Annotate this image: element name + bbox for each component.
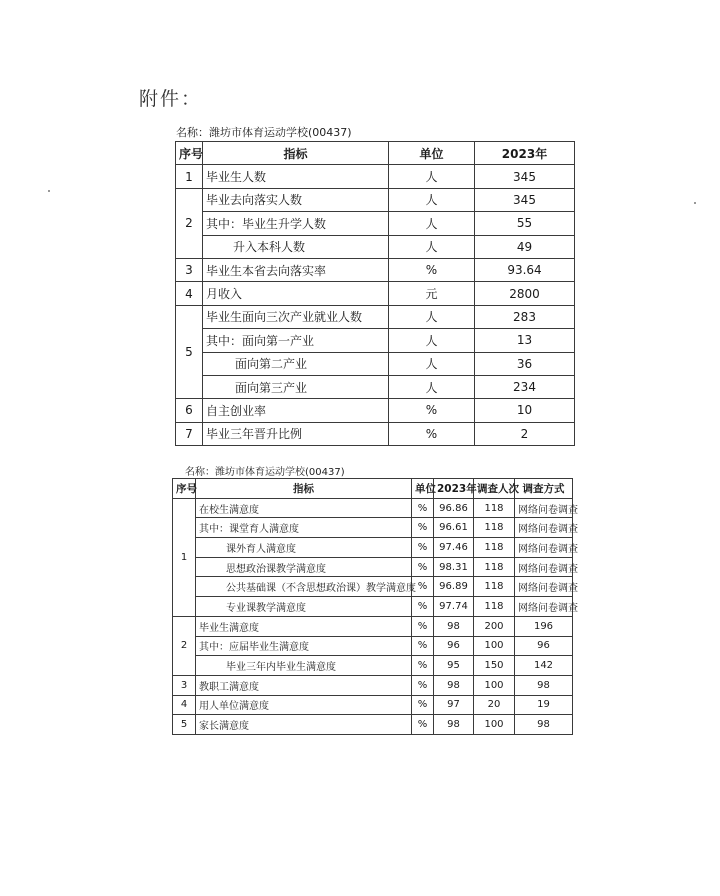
unit-cell: % [412,577,434,597]
unit-cell: % [412,498,434,518]
table-row [173,557,573,577]
value-cell: 98.31 [434,557,474,577]
unit-cell: % [412,695,434,715]
header-year: 2023年 [475,142,575,165]
seq-cell: 2 [173,616,196,675]
indicator-cell: 毕业三年晋升比例 [203,422,389,445]
indicator-cell: 公共基础课（不含思想政治课）教学满意度 [196,577,412,597]
header-indicator: 指标 [203,142,389,165]
seq-cell: 6 [176,399,203,422]
unit-cell: 人 [389,352,475,375]
value-cell: 95 [434,656,474,676]
table-row [176,282,575,305]
method-cell: 网络问卷调查 [515,597,573,617]
value-cell: 234 [475,375,575,398]
table-row [173,715,573,735]
scan-speck [48,190,50,192]
count-cell: 100 [474,715,515,735]
count-cell: 100 [474,675,515,695]
attachment-label: 附件： [139,88,203,110]
unit-cell: 人 [389,375,475,398]
header-survey-method: 调查方式 [515,479,573,499]
indicator-cell: 自主创业率 [203,399,389,422]
satisfaction-table [172,478,578,735]
table-row [176,352,575,375]
table-row [173,577,573,597]
seq-cell: 7 [176,422,203,445]
value-cell: 93.64 [475,258,575,281]
scan-speck [694,202,696,204]
count-cell: 100 [474,636,515,656]
unit-cell: 人 [389,188,475,211]
table-header-row [173,479,573,499]
unit-cell: 人 [389,235,475,258]
table-header-row [176,142,575,165]
unit-cell: 人 [389,305,475,328]
unit-cell: 人 [389,212,475,235]
header-year: 2023年 [434,479,474,499]
header-seq: 序号 [176,142,203,165]
unit-cell: 人 [389,165,475,188]
indicator-cell: 毕业三年内毕业生满意度 [196,656,412,676]
value-cell: 283 [475,305,575,328]
indicator-cell: 面向第三产业 [203,375,389,398]
value-cell: 2 [475,422,575,445]
unit-cell: % [389,422,475,445]
value-cell: 97.74 [434,597,474,617]
value-cell: 10 [475,399,575,422]
count-cell: 118 [474,557,515,577]
table-row [176,165,575,188]
indicator-cell: 教职工满意度 [196,675,412,695]
table-row [173,616,573,636]
indicator-cell: 毕业生人数 [203,165,389,188]
table1-name: 名称：潍坊市体育运动学校(00437) [176,126,352,139]
unit-cell: % [412,538,434,558]
table-row [173,498,573,518]
seq-cell: 4 [173,695,196,715]
unit-cell: % [412,715,434,735]
value-cell: 345 [475,188,575,211]
method-cell: 网络问卷调查 [515,557,573,577]
indicator-cell: 其中：课堂育人满意度 [196,518,412,538]
indicator-cell: 其中：面向第一产业 [203,329,389,352]
method-cell: 98 [515,675,573,695]
unit-cell: % [412,557,434,577]
count-cell: 200 [474,616,515,636]
header-unit: 单位 [412,479,434,499]
unit-cell: % [389,399,475,422]
seq-cell: 5 [173,715,196,735]
value-cell: 96.61 [434,518,474,538]
table-row [173,518,573,538]
count-cell: 118 [474,597,515,617]
value-cell: 96.89 [434,577,474,597]
indicator-cell: 毕业生满意度 [196,616,412,636]
header-seq: 序号 [173,479,196,499]
indicator-cell: 课外育人满意度 [196,538,412,558]
indicator-cell: 在校生满意度 [196,498,412,518]
value-cell: 97.46 [434,538,474,558]
indicator-cell: 面向第二产业 [203,352,389,375]
method-cell: 96 [515,636,573,656]
indicator-cell: 升入本科人数 [203,235,389,258]
table-row [176,188,575,211]
unit-cell: % [412,597,434,617]
method-cell: 98 [515,715,573,735]
table-row [173,656,573,676]
table-row [176,235,575,258]
seq-cell: 4 [176,282,203,305]
count-cell: 118 [474,538,515,558]
employment-table [175,141,575,446]
indicator-cell: 用人单位满意度 [196,695,412,715]
seq-cell: 3 [173,675,196,695]
table-row [173,695,573,715]
indicator-cell: 毕业去向落实人数 [203,188,389,211]
seq-cell: 1 [176,165,203,188]
value-cell: 96 [434,636,474,656]
method-cell: 网络问卷调查 [515,538,573,558]
table-row [173,597,573,617]
seq-cell: 2 [176,188,203,258]
count-cell: 118 [474,577,515,597]
value-cell: 49 [475,235,575,258]
count-cell: 118 [474,518,515,538]
value-cell: 97 [434,695,474,715]
indicator-cell: 毕业生本省去向落实率 [203,258,389,281]
indicator-cell: 专业课教学满意度 [196,597,412,617]
value-cell: 36 [475,352,575,375]
method-cell: 网络问卷调查 [515,498,573,518]
value-cell: 98 [434,675,474,695]
indicator-cell: 月收入 [203,282,389,305]
indicator-cell: 其中：毕业生升学人数 [203,212,389,235]
unit-cell: % [412,656,434,676]
table-row [176,212,575,235]
value-cell: 98 [434,715,474,735]
table-row [176,305,575,328]
indicator-cell: 家长满意度 [196,715,412,735]
header-unit: 单位 [389,142,475,165]
method-cell: 19 [515,695,573,715]
method-cell: 196 [515,616,573,636]
table-row [176,258,575,281]
table-row [173,538,573,558]
seq-cell: 1 [173,498,196,616]
indicator-cell: 其中：应届毕业生满意度 [196,636,412,656]
seq-cell: 3 [176,258,203,281]
table-row [173,636,573,656]
value-cell: 98 [434,616,474,636]
count-cell: 118 [474,498,515,518]
method-cell: 网络问卷调查 [515,518,573,538]
value-cell: 345 [475,165,575,188]
seq-cell: 5 [176,305,203,399]
header-indicator: 指标 [196,479,412,499]
count-cell: 20 [474,695,515,715]
unit-cell: % [389,258,475,281]
method-cell: 网络问卷调查 [515,577,573,597]
unit-cell: 人 [389,329,475,352]
table-row [173,675,573,695]
table2-name: 名称：潍坊市体育运动学校(00437) [185,467,345,478]
value-cell: 13 [475,329,575,352]
header-survey-count: 调查人次 [474,479,515,499]
unit-cell: 元 [389,282,475,305]
value-cell: 55 [475,212,575,235]
table-row [176,329,575,352]
value-cell: 2800 [475,282,575,305]
unit-cell: % [412,518,434,538]
method-cell: 142 [515,656,573,676]
indicator-cell: 毕业生面向三次产业就业人数 [203,305,389,328]
value-cell: 96.86 [434,498,474,518]
indicator-cell: 思想政治课教学满意度 [196,557,412,577]
table-row [176,375,575,398]
table-row [176,399,575,422]
unit-cell: % [412,616,434,636]
unit-cell: % [412,675,434,695]
table-row [176,422,575,445]
count-cell: 150 [474,656,515,676]
unit-cell: % [412,636,434,656]
